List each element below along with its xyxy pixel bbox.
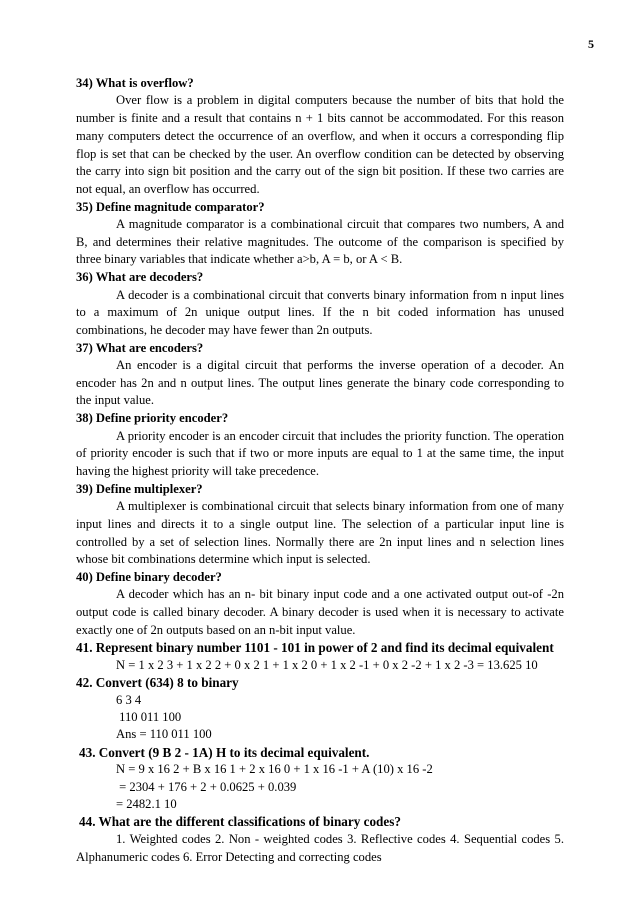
answer-34-text: Over flow is a problem in digital computers because the number of bits that hold the number is finite and a result that contains n + 1 bits cannot be accommodated. For this reason many computers detect the occurrence of an overflow, and when it occurs a corresponding flip flop is set that can be checked by the user. An overflow condition can be detected by observing the carry into sign bit position and the carry out of the sign bit position. If these two carries are not equal, an overflow has occurred. <box>76 93 564 196</box>
answer-42-line-3: Ans = 110 011 100 <box>116 727 212 742</box>
question-37-heading: 37) What are encoders? <box>76 340 204 355</box>
answer-35-text: A magnitude comparator is a combinational circuit that compares two numbers, A and B, and determines their relative magnitudes. The outcome of the comparison is specified by three binary variables that indicate whether a>b, A = b, or A < B. <box>76 217 564 267</box>
answer-42-line-2: 110 011 100 <box>116 710 182 725</box>
answer-42-line-1: 6 3 4 <box>116 692 142 707</box>
answer-40-text: A decoder which has an n- bit binary input code and a one activated output out-of -2n output code is called binary decoder. A binary decoder is used when it is necessary to activate exactly one of 2n outputs based on an n-bit input value. <box>76 587 564 637</box>
question-36-heading: 36) What are decoders? <box>76 270 204 285</box>
question-41-heading: 41. Represent binary number 1101 - 101 in power of 2 and find its decimal equivalent <box>76 640 554 656</box>
question-39-heading: 39) Define multiplexer? <box>76 481 203 496</box>
answer-43-line-2: = 2304 + 176 + 2 + 0.0625 + 0.039 <box>116 779 297 794</box>
answer-37-text: An encoder is a digital circuit that performs the inverse operation of a decoder. An encoder has 2n and n output lines. The output lines generate the binary code corresponding to the input value. <box>76 358 564 408</box>
answer-43-line-3: = 2482.1 10 <box>116 797 177 812</box>
question-40-heading: 40) Define binary decoder? <box>76 569 222 584</box>
question-34-heading: 34) What is overflow? <box>76 76 194 90</box>
answer-44-text: 1. Weighted codes 2. Non - weighted codes 3. Reflective codes 4. Sequential codes 5. Alphanumeric codes 6. Error Detecting and correcting codes <box>76 831 564 864</box>
answer-36-text: A decoder is a combinational circuit that converts binary information from n input lines to a maximum of 2n unique output lines. If the n bit coded information has unused combinations, he decoder may have fewer than 2n outputs. <box>76 287 564 337</box>
answer-41-line-1: N = 1 x 2 3 + 1 x 2 2 + 0 x 2 1 + 1 x 2 0 + 1 x 2 -1 + 0 x 2 -2 + 1 x 2 -3 = 13.625 10 <box>116 657 538 672</box>
answer-43-line-1: N = 9 x 16 2 + B x 16 1 + 2 x 16 0 + 1 x 16 -1 + A (10) x 16 -2 <box>116 762 433 777</box>
page-content <box>76 75 564 866</box>
question-44-heading: 44. What are the different classifications of binary codes? <box>79 814 401 830</box>
question-38-heading: 38) Define priority encoder? <box>76 411 229 426</box>
page-number: 5 <box>588 37 594 51</box>
question-42-heading: 42. Convert (634) 8 to binary <box>76 675 239 691</box>
answer-39-text: A multiplexer is combinational circuit that selects binary information from one of many input lines and directs it to a single output line. The selection of a particular input line is controlled by a set of selection lines. Normally there are 2n input lines and n selection lines whose bit combinations determine which input is selected. <box>76 499 564 567</box>
question-35-heading: 35) Define magnitude comparator? <box>76 199 265 214</box>
answer-38-text: A priority encoder is an encoder circuit that includes the priority function. The operation of priority encoder is such that if two or more inputs are equal to 1 at the same time, the input having the highest priority will take precedence. <box>76 428 564 478</box>
question-43-heading: 43. Convert (9 B 2 - 1A) H to its decimal equivalent. <box>79 744 370 760</box>
